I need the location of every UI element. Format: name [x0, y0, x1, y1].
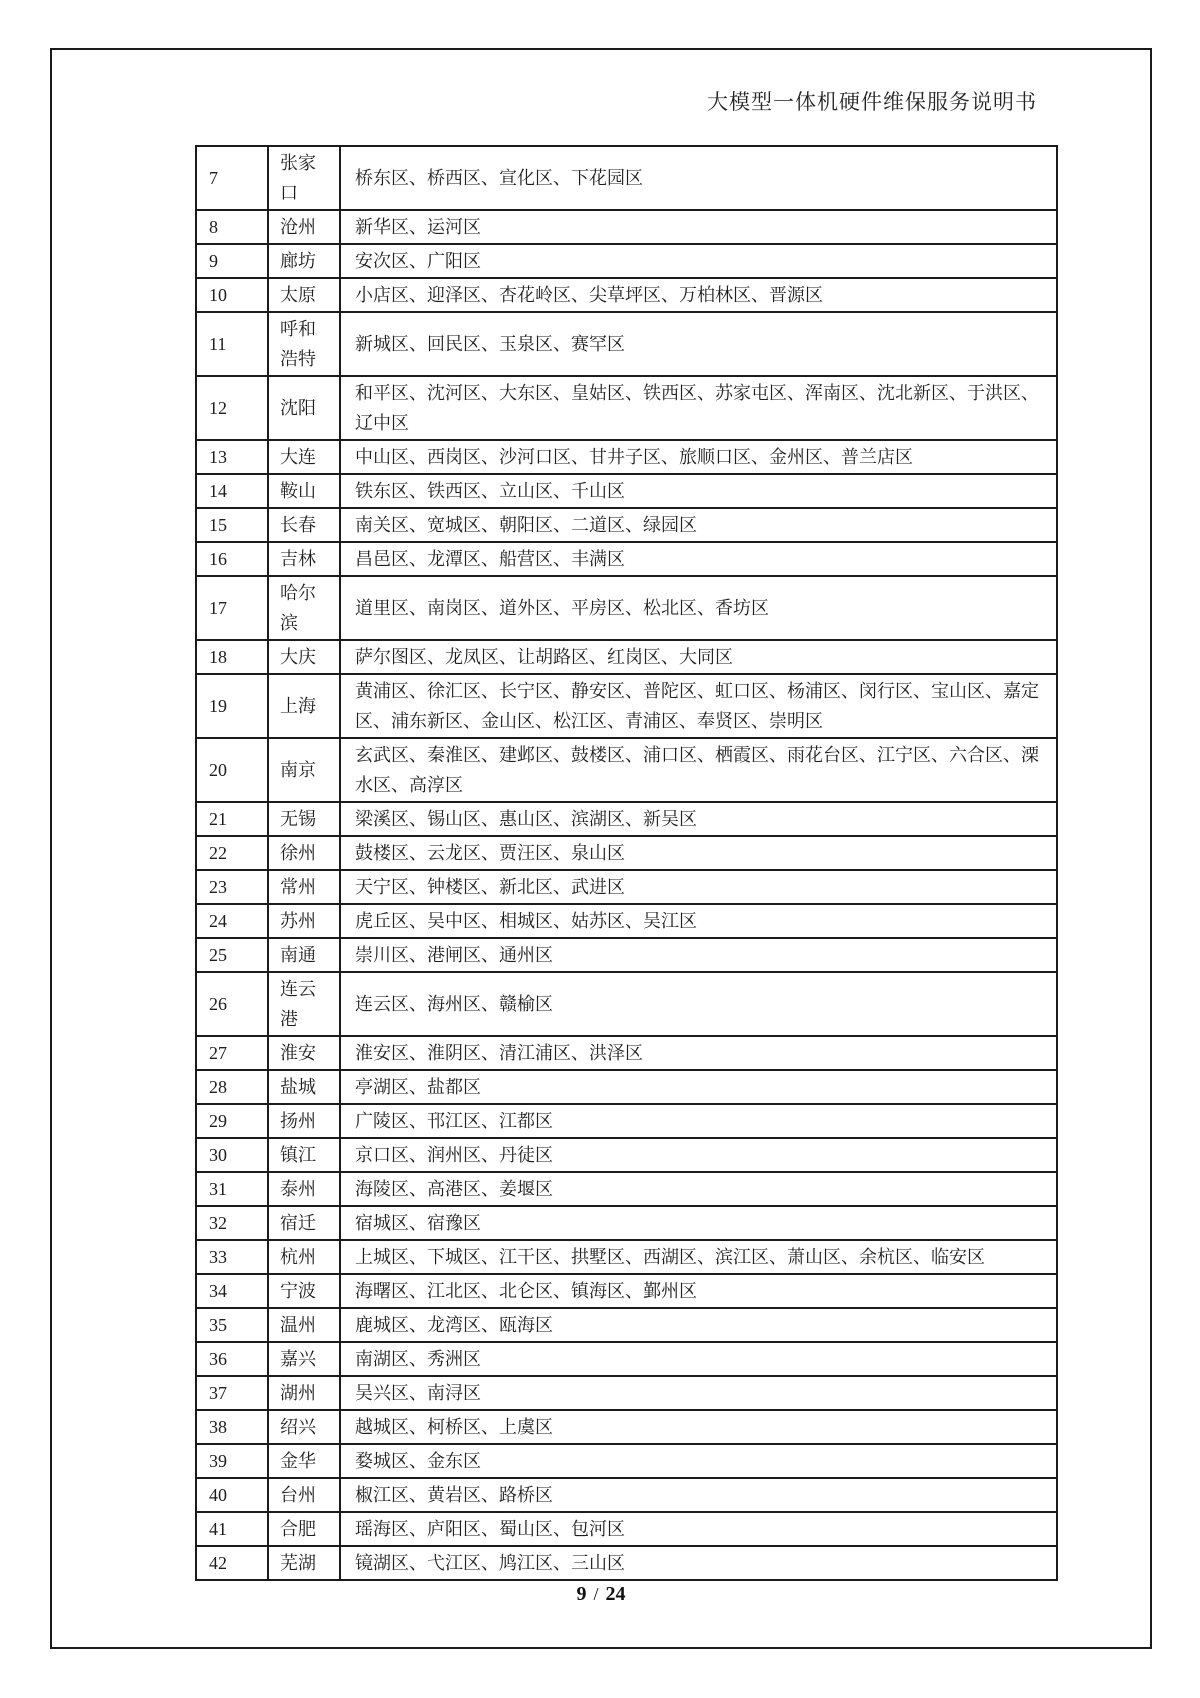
district-list: 和平区、沈河区、大东区、皇姑区、铁西区、苏家屯区、浑南区、沈北新区、于洪区、辽中区	[340, 376, 1057, 440]
row-number: 24	[196, 904, 268, 938]
row-number: 21	[196, 802, 268, 836]
table-row	[196, 1070, 1057, 1104]
city-name: 鞍山	[268, 474, 340, 508]
city-name: 合肥	[268, 1512, 340, 1546]
table-row	[196, 440, 1057, 474]
city-name: 沧州	[268, 210, 340, 244]
city-name: 金华	[268, 1444, 340, 1478]
district-list: 萨尔图区、龙凤区、让胡路区、红岗区、大同区	[340, 640, 1057, 674]
district-list: 婺城区、金东区	[340, 1444, 1057, 1478]
row-number: 9	[196, 244, 268, 278]
row-number: 15	[196, 508, 268, 542]
table-row	[196, 1376, 1057, 1410]
table-row	[196, 1444, 1057, 1478]
document-header-title: 大模型一体机硬件维保服务说明书	[707, 90, 1037, 114]
row-number: 17	[196, 576, 268, 640]
table-row	[196, 674, 1057, 738]
city-name: 盐城	[268, 1070, 340, 1104]
row-number: 7	[196, 146, 268, 210]
district-list: 吴兴区、南浔区	[340, 1376, 1057, 1410]
district-list: 京口区、润州区、丹徒区	[340, 1138, 1057, 1172]
row-number: 34	[196, 1274, 268, 1308]
district-list: 中山区、西岗区、沙河口区、甘井子区、旅顺口区、金州区、普兰店区	[340, 440, 1057, 474]
district-list: 鼓楼区、云龙区、贾汪区、泉山区	[340, 836, 1057, 870]
page-number-separator: /	[593, 1584, 599, 1604]
district-list: 梁溪区、锡山区、惠山区、滨湖区、新吴区	[340, 802, 1057, 836]
table-row	[196, 1172, 1057, 1206]
city-name: 徐州	[268, 836, 340, 870]
city-name: 哈尔滨	[268, 576, 340, 640]
table-row	[196, 802, 1057, 836]
row-number: 27	[196, 1036, 268, 1070]
city-name: 无锡	[268, 802, 340, 836]
district-list: 越城区、柯桥区、上虞区	[340, 1410, 1057, 1444]
city-name: 温州	[268, 1308, 340, 1342]
city-name: 南京	[268, 738, 340, 802]
city-name: 宁波	[268, 1274, 340, 1308]
city-name: 泰州	[268, 1172, 340, 1206]
district-list: 镜湖区、弋江区、鸠江区、三山区	[340, 1546, 1057, 1580]
city-name: 张家口	[268, 146, 340, 210]
table-row	[196, 1138, 1057, 1172]
table-row	[196, 474, 1057, 508]
district-list: 桥东区、桥西区、宣化区、下花园区	[340, 146, 1057, 210]
row-number: 29	[196, 1104, 268, 1138]
row-number: 8	[196, 210, 268, 244]
table-row	[196, 972, 1057, 1036]
row-number: 33	[196, 1240, 268, 1274]
district-list: 道里区、南岗区、道外区、平房区、松北区、香坊区	[340, 576, 1057, 640]
city-name: 扬州	[268, 1104, 340, 1138]
table-row	[196, 542, 1057, 576]
table-row	[196, 1274, 1057, 1308]
row-number: 11	[196, 312, 268, 376]
district-list: 黄浦区、徐汇区、长宁区、静安区、普陀区、虹口区、杨浦区、闵行区、宝山区、嘉定区、浦东新区、金山区、松江区、青浦区、奉贤区、崇明区	[340, 674, 1057, 738]
table-row	[196, 938, 1057, 972]
city-name: 常州	[268, 870, 340, 904]
city-name: 上海	[268, 674, 340, 738]
table-row	[196, 640, 1057, 674]
table-row	[196, 1104, 1057, 1138]
district-list: 椒江区、黄岩区、路桥区	[340, 1478, 1057, 1512]
district-list: 宿城区、宿豫区	[340, 1206, 1057, 1240]
district-list: 海曙区、江北区、北仑区、镇海区、鄞州区	[340, 1274, 1057, 1308]
table-row	[196, 1478, 1057, 1512]
city-name: 苏州	[268, 904, 340, 938]
row-number: 41	[196, 1512, 268, 1546]
row-number: 10	[196, 278, 268, 312]
table-row	[196, 376, 1057, 440]
district-list: 瑶海区、庐阳区、蜀山区、包河区	[340, 1512, 1057, 1546]
district-list: 虎丘区、吴中区、相城区、姑苏区、吴江区	[340, 904, 1057, 938]
row-number: 26	[196, 972, 268, 1036]
district-list: 南关区、宽城区、朝阳区、二道区、绿园区	[340, 508, 1057, 542]
row-number: 25	[196, 938, 268, 972]
district-list: 玄武区、秦淮区、建邺区、鼓楼区、浦口区、栖霞区、雨花台区、江宁区、六合区、溧水区、高淳区	[340, 738, 1057, 802]
row-number: 40	[196, 1478, 268, 1512]
table-row	[196, 738, 1057, 802]
table-row	[196, 1512, 1057, 1546]
page-border-frame	[50, 48, 1152, 1649]
row-number: 38	[196, 1410, 268, 1444]
district-list: 昌邑区、龙潭区、船营区、丰满区	[340, 542, 1057, 576]
district-list: 鹿城区、龙湾区、瓯海区	[340, 1308, 1057, 1342]
row-number: 19	[196, 674, 268, 738]
row-number: 31	[196, 1172, 268, 1206]
table-row	[196, 1546, 1057, 1580]
table-row	[196, 870, 1057, 904]
table-row	[196, 1206, 1057, 1240]
page-footer	[52, 1583, 1150, 1606]
district-list: 上城区、下城区、江干区、拱墅区、西湖区、滨江区、萧山区、余杭区、临安区	[340, 1240, 1057, 1274]
city-name: 大连	[268, 440, 340, 474]
district-list: 南湖区、秀洲区	[340, 1342, 1057, 1376]
table-row	[196, 508, 1057, 542]
row-number: 28	[196, 1070, 268, 1104]
table-row	[196, 312, 1057, 376]
city-name: 廊坊	[268, 244, 340, 278]
table-row	[196, 836, 1057, 870]
row-number: 14	[196, 474, 268, 508]
district-list: 淮安区、淮阴区、清江浦区、洪泽区	[340, 1036, 1057, 1070]
city-name: 湖州	[268, 1376, 340, 1410]
table-row	[196, 278, 1057, 312]
table-row	[196, 244, 1057, 278]
row-number: 32	[196, 1206, 268, 1240]
row-number: 23	[196, 870, 268, 904]
city-name: 嘉兴	[268, 1342, 340, 1376]
city-name: 呼和浩特	[268, 312, 340, 376]
table-row	[196, 904, 1057, 938]
district-list: 崇川区、港闸区、通州区	[340, 938, 1057, 972]
row-number: 12	[196, 376, 268, 440]
row-number: 36	[196, 1342, 268, 1376]
row-number: 13	[196, 440, 268, 474]
city-name: 太原	[268, 278, 340, 312]
city-name: 杭州	[268, 1240, 340, 1274]
city-name: 长春	[268, 508, 340, 542]
district-list: 广陵区、邗江区、江都区	[340, 1104, 1057, 1138]
row-number: 35	[196, 1308, 268, 1342]
row-number: 30	[196, 1138, 268, 1172]
city-name: 淮安	[268, 1036, 340, 1070]
table-row	[196, 1240, 1057, 1274]
city-name: 沈阳	[268, 376, 340, 440]
city-name: 台州	[268, 1478, 340, 1512]
city-name: 芜湖	[268, 1546, 340, 1580]
row-number: 22	[196, 836, 268, 870]
district-table-body	[196, 146, 1057, 1580]
row-number: 42	[196, 1546, 268, 1580]
district-list: 海陵区、高港区、姜堰区	[340, 1172, 1057, 1206]
city-district-table	[195, 145, 1058, 1581]
table-row	[196, 576, 1057, 640]
district-list: 铁东区、铁西区、立山区、千山区	[340, 474, 1057, 508]
city-name: 绍兴	[268, 1410, 340, 1444]
city-name: 南通	[268, 938, 340, 972]
district-list: 天宁区、钟楼区、新北区、武进区	[340, 870, 1057, 904]
district-list: 新华区、运河区	[340, 210, 1057, 244]
row-number: 37	[196, 1376, 268, 1410]
district-list: 安次区、广阳区	[340, 244, 1057, 278]
table-row	[196, 1410, 1057, 1444]
total-page-count: 24	[605, 1583, 626, 1605]
table-row	[196, 1342, 1057, 1376]
table-row	[196, 146, 1057, 210]
city-name: 宿迁	[268, 1206, 340, 1240]
district-list: 亭湖区、盐都区	[340, 1070, 1057, 1104]
row-number: 39	[196, 1444, 268, 1478]
district-list: 新城区、回民区、玉泉区、赛罕区	[340, 312, 1057, 376]
table-row	[196, 1308, 1057, 1342]
city-name: 连云港	[268, 972, 340, 1036]
district-list: 小店区、迎泽区、杏花岭区、尖草坪区、万柏林区、晋源区	[340, 278, 1057, 312]
row-number: 18	[196, 640, 268, 674]
current-page-number: 9	[576, 1583, 587, 1605]
city-name: 镇江	[268, 1138, 340, 1172]
city-name: 吉林	[268, 542, 340, 576]
city-name: 大庆	[268, 640, 340, 674]
row-number: 20	[196, 738, 268, 802]
row-number: 16	[196, 542, 268, 576]
district-list: 连云区、海州区、赣榆区	[340, 972, 1057, 1036]
table-row	[196, 210, 1057, 244]
table-row	[196, 1036, 1057, 1070]
